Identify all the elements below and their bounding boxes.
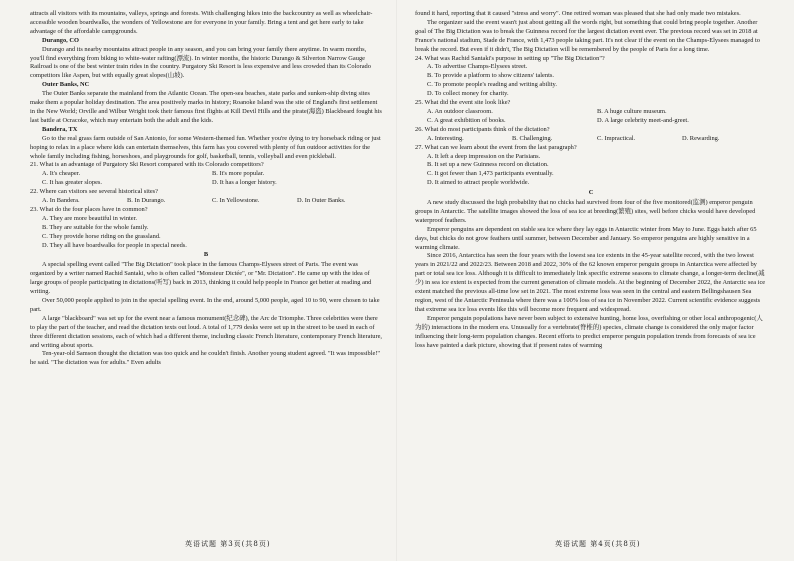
option-24b: B. To provide a platform to show citizens' talents. <box>427 72 554 80</box>
passage-c-paragraph-2: Emperor penguins are dependent on stable sea ice where they lay eggs in Antarctic winter from May to June. Eggs hatch after 65 days, but chicks do not grow feathers until summer, between December and January. So emperor penguins are highly sensitive in a warming climate. <box>415 225 757 251</box>
heading-outer-banks: Outer Banks, NC <box>42 81 90 89</box>
option-26b: B. Challenging. <box>512 134 553 142</box>
option-23b: B. They are suitable for the whole family. <box>42 223 149 231</box>
section-b-label: B <box>203 251 209 259</box>
option-21a: A. It's cheaper. <box>42 170 81 178</box>
left-page <box>30 10 382 533</box>
question-26: 26. What do most participants think of the dictation? <box>415 125 550 133</box>
option-21d: D. It has a longer history. <box>212 179 277 187</box>
option-21b: B. It's more popular. <box>212 170 265 178</box>
question-22-options <box>30 197 382 206</box>
heading-durango: Durango, CO <box>42 36 79 44</box>
option-24a: A. To advertise Champs-Elysees street. <box>427 63 528 71</box>
passage-c-paragraph-1: A new study discussed the high probability that no chicks had survived from four of the five monitored(监测) emperor penguin groups in Antarctic. The satellite images showed the loss of sea ice at breeding(繁殖) sites, well before chicks would have developed waterproof feathers. <box>415 199 756 224</box>
option-25d: D. A large celebrity meet-and-greet. <box>597 116 689 124</box>
question-21: 21. What is an advantage of Purgatory Ski Resort compared with its Colorado competitors? <box>30 161 264 169</box>
right-page <box>415 10 767 533</box>
option-23a: A. They are more beautiful in winter. <box>42 214 138 222</box>
passage-c-paragraph-4: Emperor penguin populations have never been subject to extensive hunting, home loss, overfishing or other local anthropogenic(人为的) interactions in the modern era. Unusually for a vertebrate(脊椎的) species, climate change is considered the only major factor influencing their long-term population changes. Recent efforts to predict emperor penguin population trends from forecasts of sea ice loss have painted a dark picture, showing that if present rates of warming <box>415 314 763 349</box>
question-22: 22. Where can visitors see several historical sites? <box>30 188 159 196</box>
passage-b-paragraph-1: A special spelling event called "The Big Dictation" took place in the famous Champs-Elysees street of Paris. The event was organized by a writer named Rachid Santaki, who is often called "Monsieur Dictée", or "Mr. Dictation". He came up with the idea of large groups of people participating in dictations(听写) back in 2013, thinking it could help people in France get better at reading and writing. <box>30 261 372 296</box>
question-25: 25. What did the event site look like? <box>415 99 511 107</box>
question-21-options-row-1 <box>30 170 382 179</box>
question-25-options-row-2 <box>415 117 767 126</box>
page-fold <box>396 0 397 561</box>
option-24d: D. To collect money for charity. <box>427 90 509 98</box>
option-27a: A. It left a deep impression on the Parisians. <box>427 152 541 160</box>
option-22c: C. In Yellowstone. <box>212 197 260 205</box>
passage-b-paragraph-5: found it hard, reporting that it caused "stress and worry". One retired woman was pleased that she had only made two mistakes. <box>415 10 741 17</box>
option-22d: D. In Outer Banks. <box>297 197 346 205</box>
option-27d: D. It aimed to attract people worldwide. <box>427 179 530 187</box>
option-27c: C. It got fewer than 1,473 participants eventually. <box>427 170 554 178</box>
option-23d: D. They all have boardwalks for people in special needs. <box>42 241 187 249</box>
passage-b-paragraph-4: Ten-year-old Samson thought the dictation was too quick and he couldn't finish. Another young student agreed. "It was impossible!" he said. "The dictation was for adults." Even adults <box>30 350 381 367</box>
question-25-options-row-1 <box>415 108 767 117</box>
option-22b: B. In Durango. <box>127 197 166 205</box>
passage-c-paragraph-3: Since 2016, Antarctica has seen the four years with the lowest sea ice extents in the 45-year satellite record, with the two lowest years in 2021/22 and 2022/23. Between 2018 and 2022, 30% of the 62 known emperor penguin groups in Antarctica were affected by part or total sea ice loss. Although it is difficult to immediately link specific extreme seasons to climate change, a longer-term decline(减少) in sea ice extent is expected from the current generation of climate models. At the beginning of December 2022, the Antarctic sea ice extent matched the previous all-time low set in 2021. The most extreme loss was seen in the central and eastern Bellingshausen Sea region, west of the Antarctic Peninsula where there was a 100% loss of sea ice in November 2022. Current scientific evidence suggests that extreme sea ice loss events like this will become more frequent and widespread. <box>415 252 766 313</box>
question-27: 27. What can we learn about the event from the last paragraph? <box>415 143 577 151</box>
question-23: 23. What do the four places have in common? <box>30 205 148 213</box>
paragraph-bandera: Go to the real grass farm outside of San Antonio, for some Western-themed fun. Whether you're dying to try horseback riding or just hoping to relax in a place where kids can entertain themselves, this farm has you covered with plenty of fun outdoor activities for the whole family including fishing, horseshoes, and playgrounds for golf, basketball, tennis, volleyball and even pickleball. <box>30 134 381 160</box>
option-25c: C. A great exhibition of books. <box>427 116 506 124</box>
page-footer-left: 英语试题 第3页(共8页) <box>185 540 271 548</box>
option-27b: B. It set up a new Guinness record on dictation. <box>427 161 549 169</box>
passage-a-intro: attracts all visitors with its mountains, valleys, springs and forests. With challenging hikes into the backcountry as well as wheelchair-accessible wooden boardwalks, the wonders of Yellowstone are for everyone in your family. Bring a tent and get here early to take advantage of the affordable campgrounds. <box>30 10 373 35</box>
section-c-label: C <box>588 189 594 197</box>
option-25a: A. An outdoor classroom. <box>427 107 493 115</box>
heading-bandera: Bandera, TX <box>42 125 78 133</box>
option-22a: A. In Bandera. <box>42 197 80 205</box>
passage-b-paragraph-6: The organizer said the event wasn't just about getting all the words right, but something that could bring people together. Another goal of The Big Dictation was to break the Guinness record for the largest dictation event ever. The previous record was set in 2018 at France's national stadium, Stade de France, with 1,473 people taking part. It's not clear if the event on the Champs-Elysees managed to break the record. But even if it didn't, The Big Dictation will be remembered by the people of Paris for a long time. <box>415 18 760 53</box>
passage-b-paragraph-2: Over 50,000 people applied to join in the special spelling event. In the end, around 5,000 people, aged 10 to 90, were chosen to take part. <box>30 297 380 313</box>
question-24: 24. What was Rachid Santaki's purpose in setting up "The Big Dictation"? <box>415 54 605 62</box>
option-23c: C. They provide horse riding on the grassland. <box>42 232 161 240</box>
passage-b-paragraph-3: A large "blackboard" was set up for the event near a famous monument(纪念碑), the Arc de Triomphe. Three celebrities were there to play the part of the teacher, and read the dictation texts out loud. A total of 1,779 desks were set up in the street to be used in each of three different dictation sessions, each of which had a different theme, including classic French literature, contemporary French literature, and writing about sports. <box>30 314 383 349</box>
option-21c: C. It has greater slopes. <box>42 179 102 187</box>
page-footer-right: 英语试题 第4页(共8页) <box>555 540 641 548</box>
option-26d: D. Rewarding. <box>682 134 720 142</box>
question-21-options-row-2 <box>30 179 382 188</box>
question-26-options <box>415 135 767 144</box>
paragraph-outer-banks: The Outer Banks separate the mainland from the Atlantic Ocean. The open-sea beaches, state parks and sunken-ship diving sites make them a popular holiday destination. The area positively marks in history; Roanoke Island was the site of England's first settlement in the New World; Orville and Wilbur Wright took their famous first flights at Kill Devil Hills and the pirate(海盗) Blackbeard fought his last battle at Ocracoke, which may entertain both the adult and the kids. <box>30 90 382 124</box>
option-26c: C. Impractical. <box>597 134 636 142</box>
option-25b: B. A huge culture museum. <box>597 107 667 115</box>
paragraph-durango: Durango and its nearby mountains attract people in any season, and you can bring your family there anytime. In warm months, you'll find everything from biking to white-water rafting(漂流). In winter months, the historic Durango & Silverton Narrow Gauge Railroad is one of the best winter train rides in the country. Purgatory Ski Resort is less expensive and less crowded than its Colorado competitors like Aspen, but with equally great slopes(山坡). <box>30 45 371 80</box>
option-24c: C. To promote people's reading and writing ability. <box>427 81 557 89</box>
option-26a: A. Interesting. <box>427 134 464 142</box>
